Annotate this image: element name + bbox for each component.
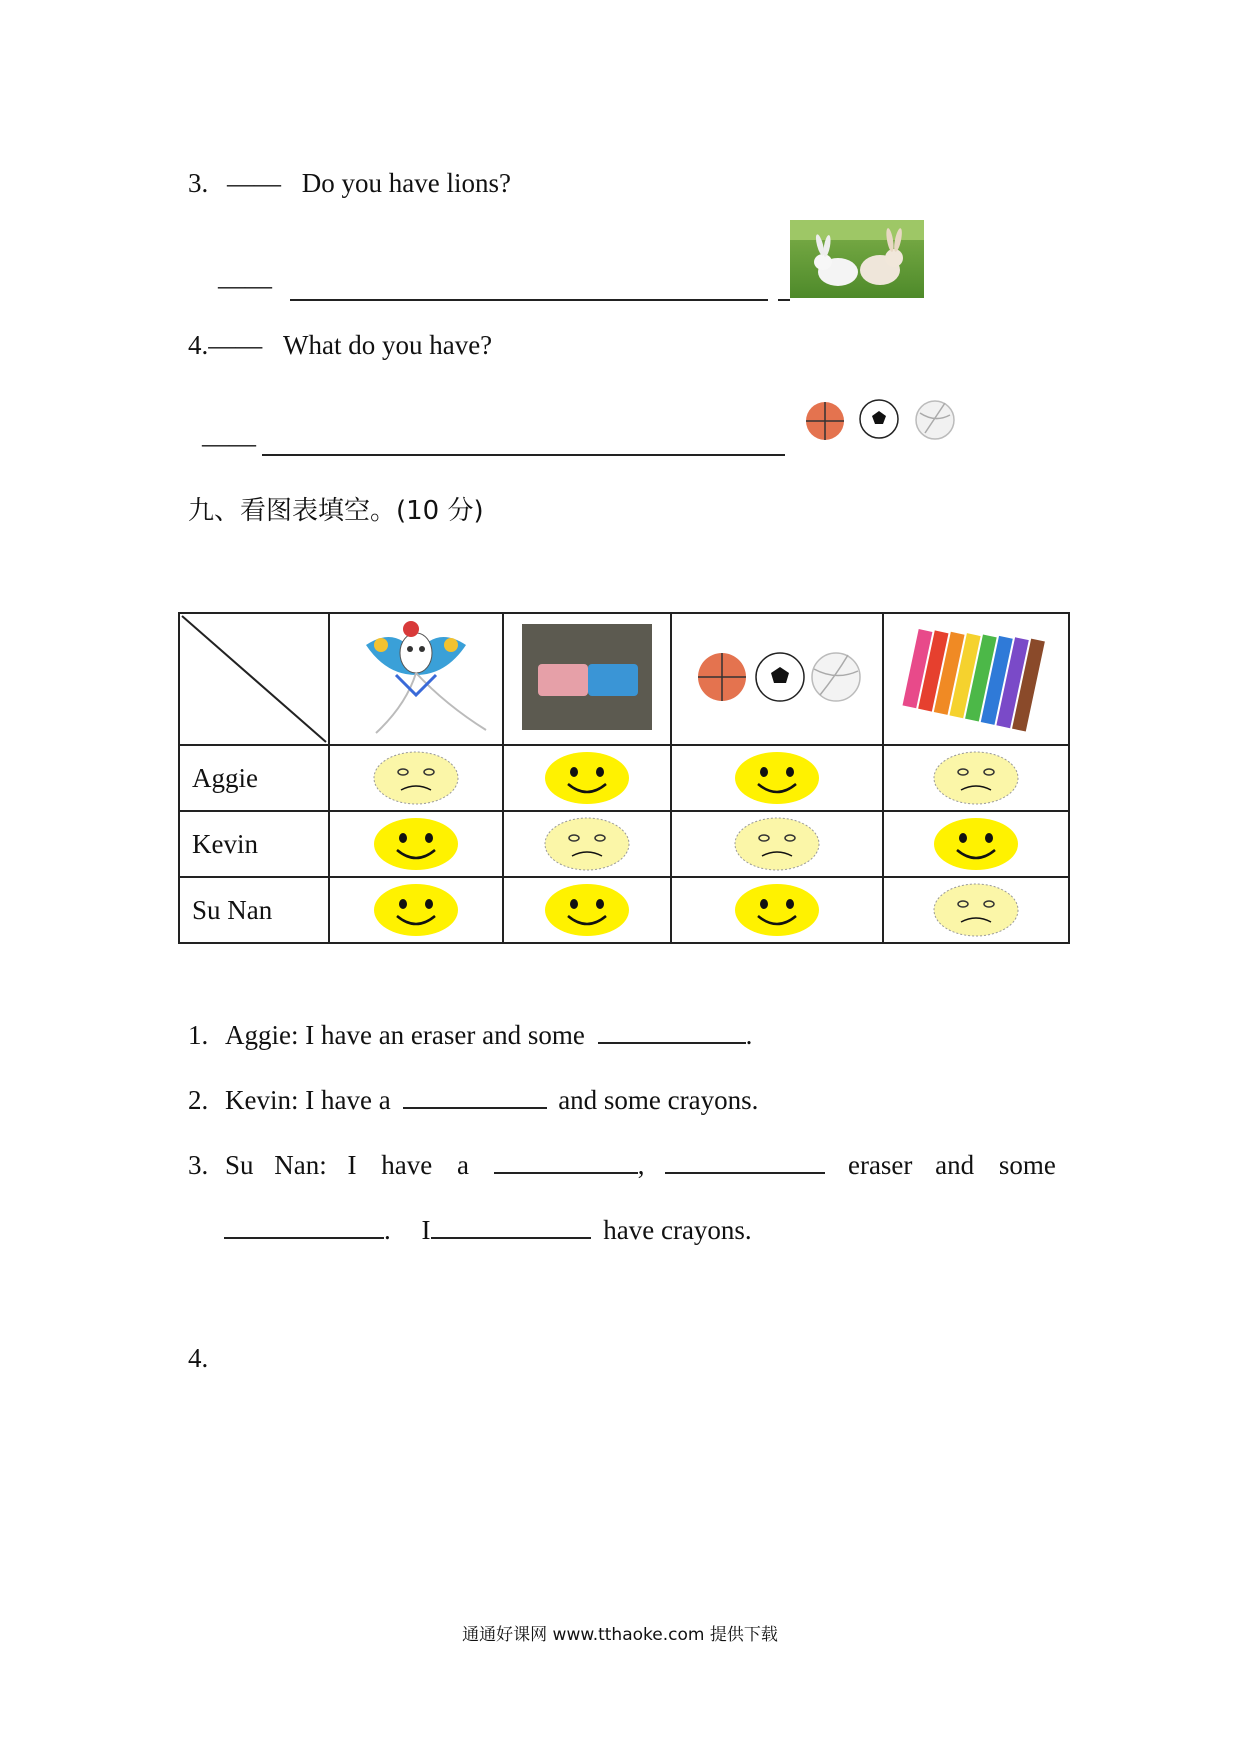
blank-3c[interactable] (224, 1213, 384, 1239)
word: a (456, 1150, 469, 1180)
face-cell (503, 877, 671, 943)
exercise-number: 3. (188, 1150, 209, 1180)
row-name: Aggie (179, 745, 329, 811)
answer-line-3-tail (778, 299, 790, 301)
answer-line-3[interactable] (290, 299, 768, 301)
blank-3d[interactable] (431, 1213, 591, 1239)
period: . (384, 1215, 391, 1245)
dash: —— (227, 168, 281, 198)
face-cell (503, 811, 671, 877)
period: . (745, 1020, 753, 1050)
blank-3b[interactable] (665, 1148, 825, 1174)
rabbits-image (790, 220, 924, 298)
blank-3a[interactable] (494, 1148, 638, 1174)
answer-dash-4: —— (202, 428, 256, 458)
face-cell (883, 877, 1069, 943)
balls-header (671, 613, 883, 745)
corner-cell (179, 613, 329, 745)
comma: , (637, 1150, 645, 1180)
crayons-header (883, 613, 1069, 745)
kite-icon (336, 615, 496, 739)
word: eraser (847, 1150, 913, 1180)
happy-face-icon (672, 750, 882, 806)
word: have (381, 1150, 433, 1180)
picture-table (178, 612, 1070, 944)
happy-face-icon (330, 816, 502, 872)
face-cell (883, 745, 1069, 811)
table-row (179, 811, 1069, 877)
happy-face-icon (504, 882, 670, 938)
sad-face-icon (672, 816, 882, 872)
exercise-text: Aggie: I have an eraser and some (225, 1020, 585, 1050)
question-text: What do you have? (283, 330, 493, 360)
exercise-3-cont (224, 1213, 752, 1246)
eraser-icon (522, 624, 652, 730)
crayons-icon (896, 622, 1056, 732)
happy-face-icon (884, 816, 1068, 872)
eraser-header (503, 613, 671, 745)
happy-face-icon (330, 882, 502, 938)
section-title: 九、看图表填空。(10 分) (188, 496, 484, 526)
word: some (998, 1150, 1056, 1180)
balls-image (785, 393, 975, 451)
exercise-text: Kevin: I have a (225, 1085, 391, 1115)
exercise-4 (188, 1343, 208, 1374)
sad-face-icon (504, 816, 670, 872)
happy-face-icon (504, 750, 670, 806)
word: I (347, 1150, 357, 1180)
word: Nan: (274, 1150, 327, 1180)
face-cell (671, 811, 883, 877)
exercise-text: have crayons. (603, 1215, 752, 1245)
question-4 (188, 330, 492, 361)
word: Su (225, 1150, 254, 1180)
question-3 (188, 168, 511, 199)
exercise-2 (188, 1083, 758, 1116)
table-row (179, 877, 1069, 943)
face-cell (329, 745, 503, 811)
exercise-3 (188, 1148, 1058, 1181)
question-text: Do you have lions? (301, 168, 511, 198)
word: I (421, 1215, 431, 1245)
exercise-text: and some crayons. (558, 1085, 759, 1115)
row-name: Su Nan (179, 877, 329, 943)
answer-line-4[interactable] (262, 454, 785, 456)
exercise-number: 1. (188, 1020, 209, 1050)
sad-face-icon (884, 882, 1068, 938)
question-number: 3. (188, 168, 209, 198)
face-cell (329, 811, 503, 877)
face-cell (671, 877, 883, 943)
face-cell (503, 745, 671, 811)
face-cell (329, 877, 503, 943)
footer: 通通好课网 www.tthaoke.com 提供下载 (462, 1625, 778, 1645)
answer-dash-3: —— (218, 270, 272, 300)
row-name: Kevin (179, 811, 329, 877)
blank-1[interactable] (598, 1018, 746, 1044)
happy-face-icon (672, 882, 882, 938)
dash: —— (208, 330, 263, 360)
table-row (179, 745, 1069, 811)
exercise-1 (188, 1018, 752, 1051)
exercise-number: 4. (188, 1343, 209, 1373)
exercise-number: 2. (188, 1085, 209, 1115)
blank-2[interactable] (403, 1083, 547, 1109)
sad-face-icon (330, 750, 502, 806)
kite-header (329, 613, 503, 745)
sad-face-icon (884, 750, 1068, 806)
word: and (935, 1150, 975, 1180)
question-number: 4. (188, 330, 209, 360)
face-cell (883, 811, 1069, 877)
balls-icon (692, 637, 862, 717)
face-cell (671, 745, 883, 811)
